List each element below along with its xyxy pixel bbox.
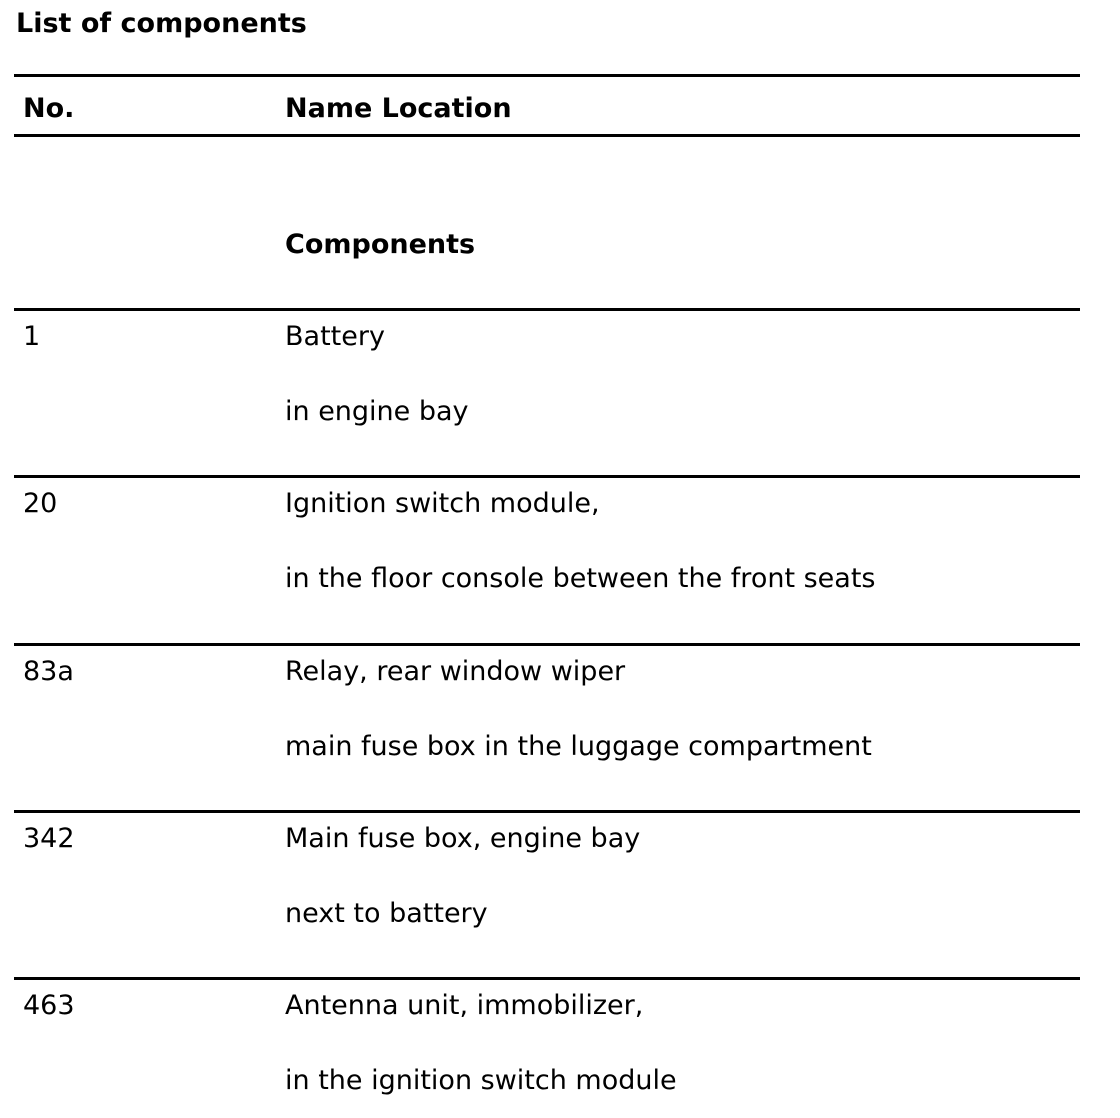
row-rule bbox=[14, 643, 1080, 646]
row-location: in engine bay bbox=[285, 396, 469, 427]
section-heading: Components bbox=[285, 229, 476, 260]
row-name: Main fuse box, engine bay bbox=[285, 823, 641, 854]
row-no: 342 bbox=[23, 823, 75, 854]
row-location: in the floor console between the front seats bbox=[285, 563, 876, 594]
row-rule bbox=[14, 810, 1080, 813]
row-no: 463 bbox=[23, 990, 75, 1021]
row-no: 20 bbox=[23, 488, 58, 519]
table-top-rule bbox=[14, 74, 1080, 77]
header-bottom-rule bbox=[14, 134, 1080, 137]
row-name: Battery bbox=[285, 321, 385, 352]
row-rule bbox=[14, 475, 1080, 478]
page-title: List of components bbox=[16, 8, 307, 39]
row-name: Relay, rear window wiper bbox=[285, 656, 626, 687]
row-location: in the ignition switch module bbox=[285, 1065, 677, 1096]
header-name-location: Name Location bbox=[285, 93, 512, 124]
row-location: next to battery bbox=[285, 898, 488, 929]
row-no: 1 bbox=[23, 321, 41, 352]
row-name: Ignition switch module, bbox=[285, 488, 600, 519]
row-location: main fuse box in the luggage compartment bbox=[285, 731, 872, 762]
row-rule bbox=[14, 308, 1080, 311]
row-no: 83a bbox=[23, 656, 74, 687]
row-name: Antenna unit, immobilizer, bbox=[285, 990, 644, 1021]
row-rule bbox=[14, 977, 1080, 980]
header-no: No. bbox=[23, 93, 75, 124]
